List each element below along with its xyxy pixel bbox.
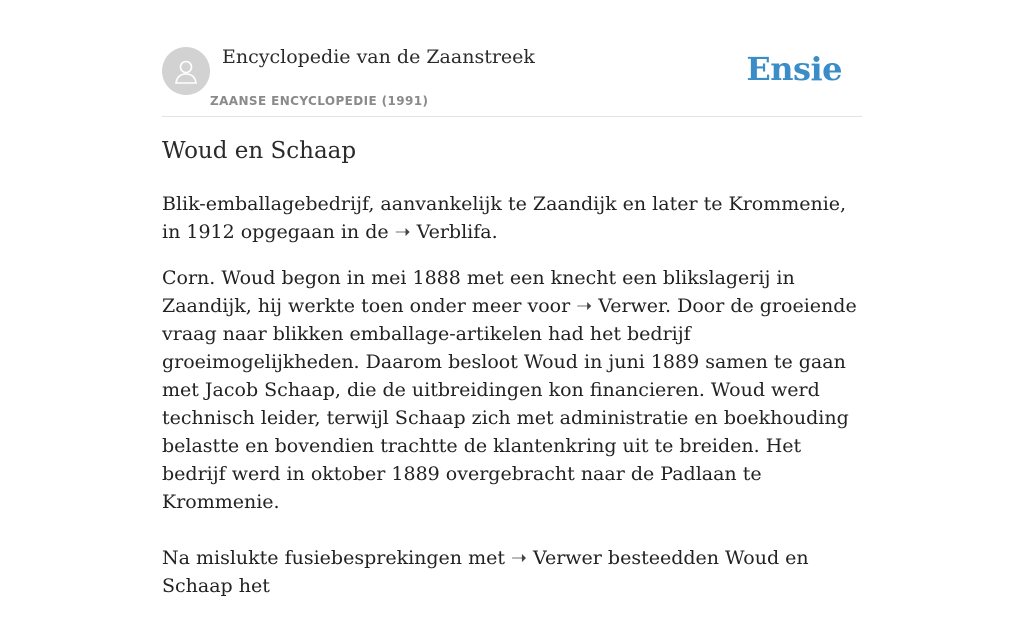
article-title: Woud en Schaap <box>162 138 357 164</box>
link-arrow-icon: ➝ <box>576 295 593 317</box>
paragraph-1 <box>162 190 862 246</box>
paragraph-3 <box>162 544 862 600</box>
link-verwer[interactable]: Verwer <box>532 547 602 569</box>
paragraph-2 <box>162 264 862 516</box>
source-title[interactable]: Encyclopedie van de Zaanstreek <box>222 46 535 68</box>
link-verwer[interactable]: Verwer <box>598 295 666 317</box>
link-arrow-icon: ➝ <box>394 221 411 243</box>
paragraph-text: Blik-emballagebedrijf, aanvankelijk te Zaandijk en later te Krommenie, in 1912 opgegaan in de <box>162 193 847 243</box>
paragraph-text: besteedden Woud en Schaap het <box>162 547 809 597</box>
paragraph-text: . <box>491 221 498 243</box>
paragraph-text: Na mislukte fusiebesprekingen met <box>162 547 512 569</box>
paragraph-text: Corn. Woud begon in mei 1888 met een knecht een blikslagerij in Zaandijk, hij werkte toen onder meer voor <box>162 267 795 317</box>
brand-logo[interactable]: Ensie <box>746 50 842 88</box>
paragraph-text: . Door de groeiende vraag naar blikken emballage-artikelen had het bedrijf groeimogelijkheden. Daarom besloot Woud in juni 1889 samen te gaan met Jacob Schaap, die de uitbreidingen kon financieren. Woud werd technisch leider, terwijl Schaap zich met administratie en boekhouding belastte en bovendien trachtte de klantenkring uit te breiden. Het bedrijf werd in oktober 1889 overgebracht naar de Padlaan te Krommenie. <box>162 295 857 513</box>
source-header <box>162 46 862 117</box>
article <box>162 138 862 618</box>
avatar[interactable] <box>162 47 210 95</box>
user-icon <box>171 56 201 86</box>
link-arrow-icon: ➝ <box>511 547 527 569</box>
source-subtitle: ZAANSE ENCYCLOPEDIE (1991) <box>210 94 429 108</box>
link-verblifa[interactable]: Verblifa <box>416 221 492 243</box>
